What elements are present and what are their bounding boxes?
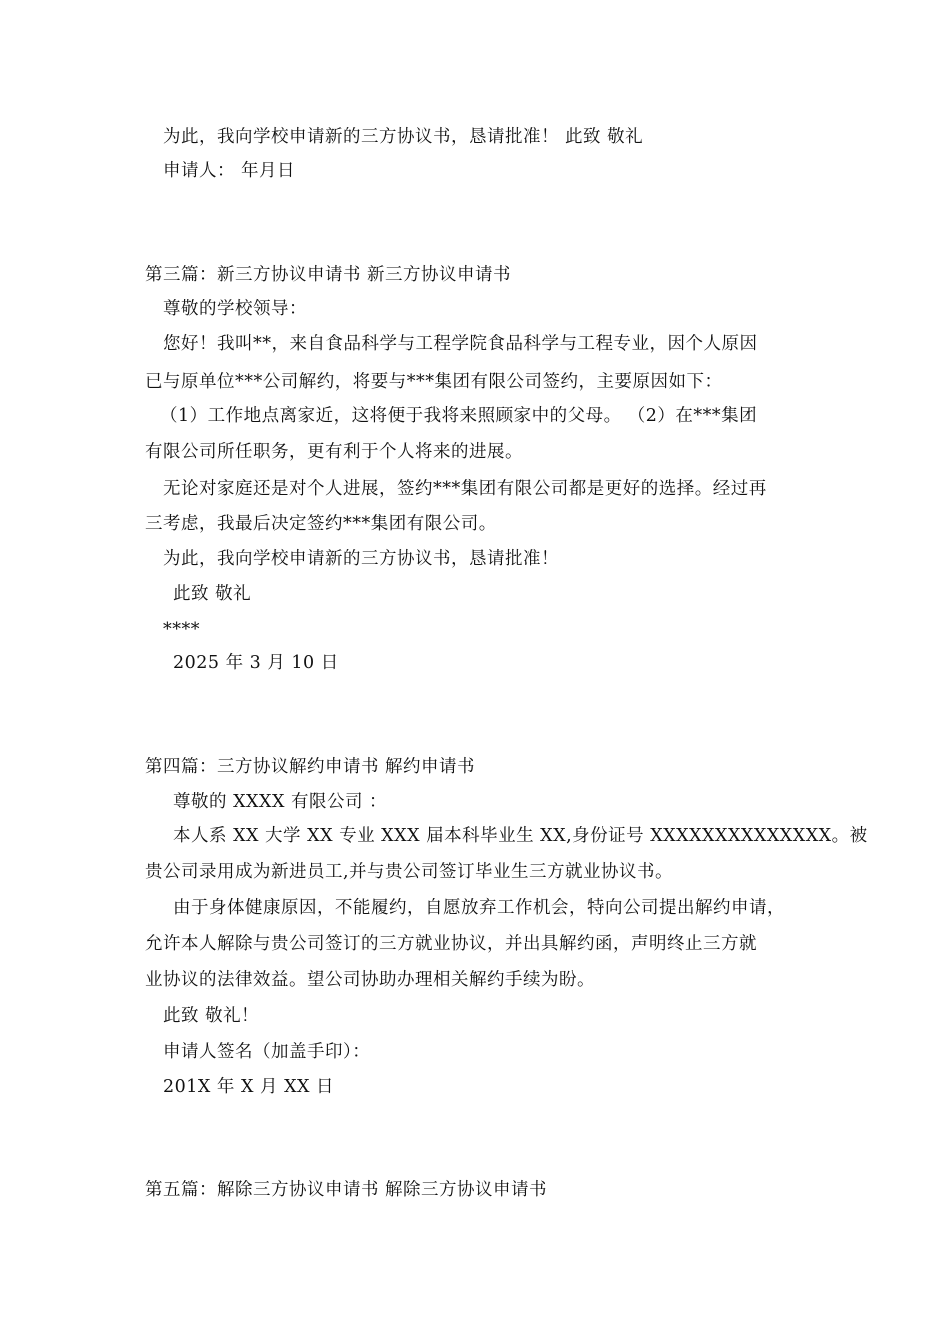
section4-body-line: 允许本人解除与贵公司签订的三方就业协议，并出具解约函，声明终止三方就	[145, 934, 757, 954]
section3-heading: 第三篇：新三方协议申请书 新三方协议申请书	[145, 265, 512, 285]
section3-body-line: 无论对家庭还是对个人进展，签约***集团有限公司都是更好的选择。经过再	[163, 479, 767, 499]
section4-body-line: 本人系 XX 大学 XX 专业 XXX 届本科毕业生 XX,身份证号 XXXXXXXXXXXXXX。被	[173, 826, 868, 846]
section3-salutation: 尊敬的学校领导：	[163, 299, 307, 319]
section4-date: 201X 年 X 月 XX 日	[163, 1077, 335, 1097]
section4-salutation: 尊敬的 XXXX 有限公司 ：	[173, 792, 388, 812]
section5-heading: 第五篇：解除三方协议申请书 解除三方协议申请书	[145, 1180, 548, 1200]
section3-body-line: 为此，我向学校申请新的三方协议书，恳请批准！	[163, 549, 559, 569]
section4-closing: 此致 敬礼！	[163, 1006, 260, 1026]
section3-body-line: 有限公司所任职务，更有利于个人将来的进展。	[145, 442, 523, 462]
section3-date: 2025 年 3 月 10 日	[173, 653, 339, 673]
section3-body-line: 您好！我叫**，来自食品科学与工程学院食品科学与工程专业，因个人原因	[163, 334, 758, 354]
section3-closing: 此致 敬礼	[173, 584, 252, 604]
section3-body-line: （1）工作地点离家近，这将便于我将来照顾家中的父母。 （2）在***集团	[160, 406, 758, 426]
section2-request-line: 为此，我向学校申请新的三方协议书，恳请批准！ 此致 敬礼	[163, 127, 644, 147]
section4-body-line: 由于身体健康原因，不能履约，自愿放弃工作机会，特向公司提出解约申请，	[173, 898, 785, 918]
section4-body-line: 贵公司录用成为新进员工,并与贵公司签订毕业生三方就业协议书。	[145, 862, 674, 882]
section4-heading: 第四篇：三方协议解约申请书 解约申请书	[145, 757, 476, 777]
section3-body-line: 已与原单位***公司解约，将要与***集团有限公司签约，主要原因如下：	[145, 372, 723, 392]
section4-body-line: 业协议的法律效益。望公司协助办理相关解约手续为盼。	[145, 970, 595, 990]
section3-body-line: 三考虑，我最后决定签约***集团有限公司。	[145, 514, 497, 534]
section4-signature: 申请人签名（加盖手印）：	[163, 1042, 371, 1062]
section3-signature: ****	[163, 620, 200, 640]
section2-applicant-line: 申请人： 年月日	[163, 161, 296, 181]
